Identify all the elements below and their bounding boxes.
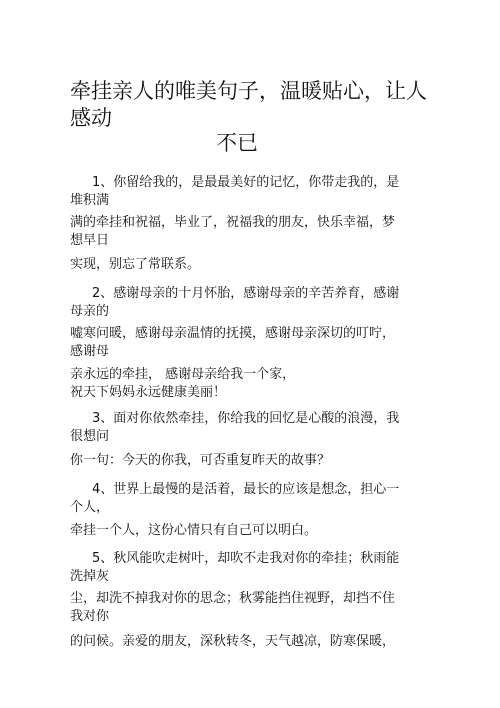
text-line: 我对你 bbox=[70, 609, 110, 624]
text-line: 个人， bbox=[70, 500, 110, 515]
text-line: 满的牵挂和祝福，毕业了，祝福我的朋友，快乐幸福，梦 bbox=[70, 215, 396, 230]
text-line: 想早日 bbox=[70, 233, 110, 248]
text-line: 亲永远的牵挂， 感谢母亲给我一个家， bbox=[70, 367, 296, 382]
text-line: 5、秋风能吹走树叶，却吹不走我对你的牵挂；秋雨能 bbox=[92, 551, 400, 566]
document-title-line2: 感动 bbox=[70, 106, 112, 130]
text-line: 2、感谢母亲的十月怀胎，感谢母亲的辛苦养育，感谢 bbox=[92, 286, 400, 301]
text-line: 实现，别忘了常联系。 bbox=[70, 257, 201, 272]
text-line: 堆积满 bbox=[70, 193, 110, 208]
text-line: 洗掉灰 bbox=[70, 569, 110, 584]
text-line: 祝天下妈妈永远健康美丽！ bbox=[70, 385, 227, 400]
text-line: 你一句：今天的你我，可否重复昨天的故事？ bbox=[70, 453, 331, 468]
text-line: 母亲的 bbox=[70, 304, 110, 319]
text-line: 牵挂一个人，这份心情只有自己可以明白。 bbox=[70, 523, 318, 538]
text-line: 嘘寒问暖，感谢母亲温情的抚摸，感谢母亲深切的叮咛， bbox=[70, 326, 396, 341]
text-line: 4、世界上最慢的是活着，最长的应该是想念，担心一 bbox=[92, 482, 400, 497]
document-title: 牵挂亲人的唯美句子，温暖贴心，让人 bbox=[70, 79, 427, 103]
text-line: 1、你留给我的，是最最美好的记忆，你带走我的，是 bbox=[92, 175, 400, 190]
document-title-line3: 不已 bbox=[216, 131, 258, 155]
text-line: 的问候。亲爱的朋友，深秋转冬，天气越凉，防寒保暖， bbox=[70, 634, 396, 649]
text-line: 3、面对你依然牵挂，你给我的回忆是心酸的浪漫，我 bbox=[92, 411, 400, 426]
text-line: 尘，却洗不掉我对你的思念；秋雾能挡住视野，却挡不住 bbox=[70, 591, 396, 606]
text-line: 感谢母 bbox=[70, 344, 110, 359]
text-line: 很想问 bbox=[70, 429, 110, 444]
